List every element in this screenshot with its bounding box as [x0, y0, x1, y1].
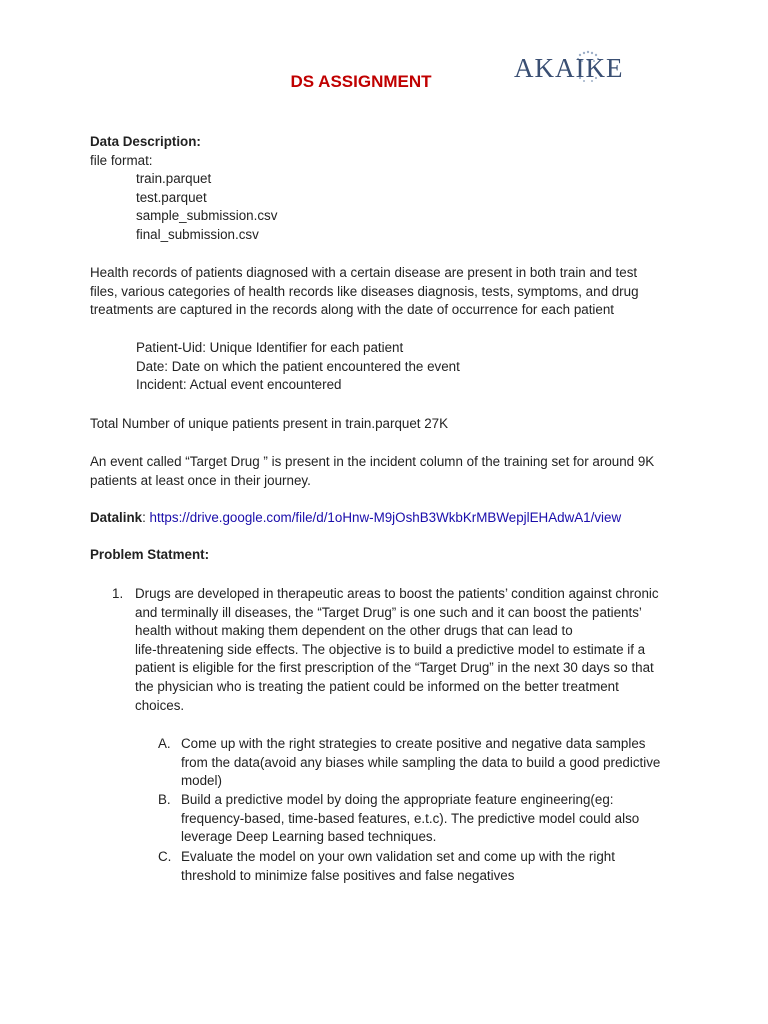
subitem-line: from the data(avoid any biases while sampling the data to build a good predictive — [181, 754, 661, 770]
document-title: DS ASSIGNMENT — [290, 72, 432, 91]
subitem-line: leverage Deep Learning based techniques. — [181, 829, 437, 845]
file-format-label: file format: — [90, 152, 153, 168]
total-patients-text: Total Number of unique patients present in train.parquet 27K — [90, 416, 449, 431]
intro-paragraph — [90, 264, 690, 320]
list-number: 1. — [112, 586, 124, 601]
total-patients-line — [90, 415, 690, 434]
item-line: Drugs are developed in therapeutic areas to boost the patients’ condition against chronic — [135, 586, 659, 601]
paragraph-line: files, various categories of health records like diseases diagnosis, tests, symptoms, and drug — [90, 283, 639, 299]
item-line: health without making them dependent on the other drugs that can lead to — [135, 623, 573, 639]
event-paragraph — [90, 453, 690, 490]
datalink-row — [90, 509, 690, 528]
paragraph-line: An event called “Target Drug ” is present in the incident column of the training set for around 9K — [90, 454, 655, 469]
subitem-line: threshold to minimize false positives and false negatives — [181, 867, 515, 883]
field-definitions — [136, 339, 736, 395]
file-item: sample_submission.csv — [136, 208, 278, 224]
problem-item — [135, 585, 695, 715]
subitem-marker: B. — [158, 792, 171, 807]
problem-heading-row — [90, 546, 690, 565]
subitem-a — [181, 735, 701, 791]
field-definition: Patient-Uid: Unique Identifier for each patient — [136, 340, 404, 355]
datalink-separator: : — [142, 510, 150, 525]
subitem-marker: A. — [158, 736, 171, 751]
datalink-line — [90, 509, 690, 528]
subitem-line: frequency-based, time-based features, e.t.c). The predictive model could also — [181, 810, 640, 826]
datalink-url[interactable]: https://drive.google.com/file/d/1oHnw-M9jOshB3WkbKrMBWepjlEHAdwA1/view — [149, 510, 622, 525]
paragraph-line: treatments are captured in the records along with the date of occurrence for each patient — [90, 302, 615, 318]
item-line: the physician who is treating the patient could be informed on the better treatment — [135, 678, 619, 694]
subitem-c — [181, 848, 701, 885]
item-line: life-threatening side effects. The objective is to build a predictive model to estimate if a — [135, 641, 646, 657]
paragraph-line: patients at least once in their journey. — [90, 472, 311, 488]
akaike-logo — [506, 48, 656, 88]
subitem-b — [181, 791, 701, 847]
paragraph-line: Health records of patients diagnosed with a certain disease are present in both train and test — [90, 265, 638, 280]
file-list — [136, 170, 736, 244]
logo-text: AKAIKE — [514, 53, 624, 83]
subitem-marker: C. — [158, 849, 172, 864]
subitem-line: model) — [181, 773, 222, 789]
subitem-line: Build a predictive model by doing the appropriate feature engineering(eg: — [181, 792, 614, 807]
file-item: final_submission.csv — [136, 226, 259, 242]
data-description-heading: Data Description: — [90, 134, 201, 149]
field-definition: Date: Date on which the patient encountered the event — [136, 358, 460, 374]
item-line: and terminally ill diseases, the “Target Drug” is one such and it can boost the patients’ — [135, 604, 642, 620]
subitem-line: Evaluate the model on your own validation set and come up with the right — [181, 849, 615, 864]
field-definition: Incident: Actual event encountered — [136, 377, 342, 393]
file-item: test.parquet — [136, 189, 207, 205]
file-item: train.parquet — [136, 171, 212, 187]
problem-heading: Problem Statment: — [90, 547, 210, 562]
item-line: patient is eligible for the first prescription of the “Target Drug” in the next 30 days so that — [135, 660, 654, 676]
item-line: choices. — [135, 697, 185, 713]
subitem-line: Come up with the right strategies to create positive and negative data samples — [181, 736, 646, 751]
data-description-section — [90, 133, 690, 170]
datalink-label: Datalink — [90, 510, 143, 525]
